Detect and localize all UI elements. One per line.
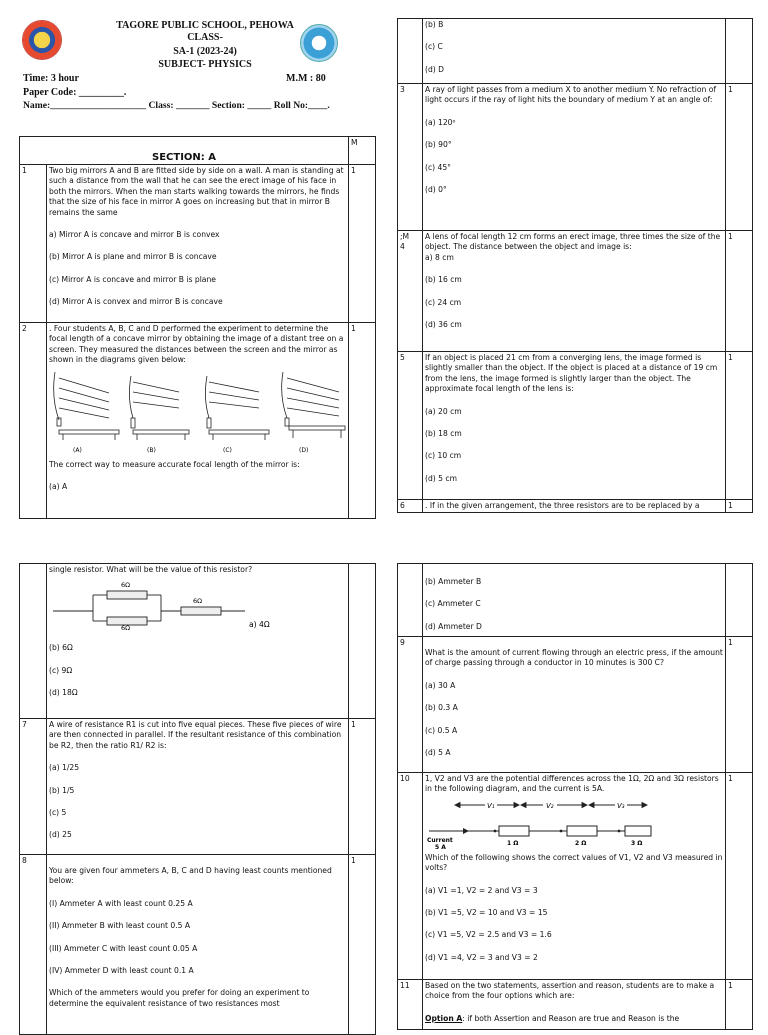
question-number: 5 xyxy=(398,352,423,500)
option: (b) B xyxy=(425,20,444,29)
option: (d) Ammeter D xyxy=(425,621,482,631)
question-text: Based on the two statements, assertion and reason, students are to make a choice from the four options which are: xyxy=(425,981,715,1001)
option: (b) V1 =5, V2 = 10 and V3 = 15 xyxy=(425,908,548,918)
current-value: 5 A xyxy=(435,843,446,851)
exam-title: SA-1 (2023-24) xyxy=(173,46,237,57)
current-label: Current xyxy=(427,836,453,844)
series-circuit-diagram xyxy=(425,797,655,853)
option: (c) 5 xyxy=(49,808,67,818)
question-text: 1, V2 and V3 are the potential differences across the 1Ω, 2Ω and 3Ω resistors in the following diagram, and the current is 5A. xyxy=(425,774,719,794)
class-line: CLASS- xyxy=(187,32,223,43)
question-marks: 1 xyxy=(726,637,753,773)
option: a) 4Ω xyxy=(249,620,270,630)
question-marks: 1 xyxy=(726,84,753,231)
option: (b) Ammeter B xyxy=(425,577,482,586)
section-title: SECTION: A xyxy=(152,151,217,163)
question-marks: 1 xyxy=(726,231,753,352)
option: (d) 25 xyxy=(49,830,72,840)
option: (b) 0.3 A xyxy=(425,703,458,713)
option: (d) V1 =4, V2 = 3 and V3 = 2 xyxy=(425,952,538,962)
question-number: 11 xyxy=(398,980,423,1030)
list-item: (I) Ammeter A with least count 0.25 A xyxy=(49,898,193,908)
school-logo xyxy=(22,20,62,60)
question-row xyxy=(398,500,753,513)
question-row xyxy=(398,980,753,1030)
page2-right-table xyxy=(397,563,753,1030)
question-row xyxy=(398,773,753,980)
option: (d) Mirror A is convex and mirror B is concave xyxy=(49,297,223,307)
question-text: A lens of focal length 12 cm forms an erect image, three times the size of the object. The distance between the object and image is: xyxy=(425,232,721,252)
student-info-line: Name:____________________ Class: _______ Section: _____ Roll No:____. xyxy=(23,100,330,111)
question-number: 7 xyxy=(20,719,47,855)
option: (c) Ammeter C xyxy=(425,599,481,609)
question-text: A ray of light passes from a medium X to another medium Y. No refraction of light occurs if the ray of light hits the boundary of medium Y at an angle of: xyxy=(425,85,717,105)
option-label: Option A xyxy=(425,1013,463,1023)
time-label: Time: 3 hour xyxy=(23,73,79,84)
question-text: If an object is placed 21 cm from a converging lens, the image formed is slightly smaller than the object. If the object is placed at a distance of 19 cm from the lens, the image formed is slightly larger than the object. The approximate focal length of the lens is: xyxy=(425,353,718,394)
question-row xyxy=(20,855,376,1035)
option: (d) 0° xyxy=(425,185,447,195)
question-number: ;M 4 xyxy=(398,231,423,352)
question-marks: 1 xyxy=(349,323,376,519)
option: (c) 45° xyxy=(425,162,451,172)
question-row xyxy=(398,84,753,231)
voltage-label: V₂ xyxy=(546,801,554,810)
question-marks: 1 xyxy=(726,352,753,500)
option: (c) V1 =5, V2 = 2.5 and V3 = 1.6 xyxy=(425,930,552,940)
option: (a) 1/25 xyxy=(49,763,80,773)
question-text: single resistor. What will be the value of this resistor? xyxy=(49,565,253,574)
question-number: 8 xyxy=(20,855,47,1035)
page1-left-table xyxy=(19,136,376,519)
option: (d) 5 cm xyxy=(425,473,457,483)
voltage-label: V₃ xyxy=(617,801,625,810)
resistor-label: 6Ω xyxy=(193,597,203,606)
question-row xyxy=(20,165,376,323)
option: (a) 30 A xyxy=(425,680,456,690)
option: (b) 1/5 xyxy=(49,785,75,795)
page2-left-table xyxy=(19,563,376,1035)
option: a) Mirror A is concave and mirror B is convex xyxy=(49,230,220,240)
resistor-label: 3 Ω xyxy=(631,839,643,847)
list-item: (IV) Ammeter D with least count 0.1 A xyxy=(49,966,194,976)
question-row xyxy=(398,637,753,773)
option: (c) 10 cm xyxy=(425,451,462,461)
marks-header: M xyxy=(349,137,376,165)
option: (b) 6Ω xyxy=(49,643,73,653)
max-marks: M.M : 80 xyxy=(286,73,326,84)
option: (d) 5 A xyxy=(425,748,451,758)
resistor-label: 2 Ω xyxy=(575,839,587,847)
question-number: 6 xyxy=(398,500,423,513)
option: (a) V1 =1, V2 = 2 and V3 = 3 xyxy=(425,885,538,895)
resistor-circuit-diagram xyxy=(49,575,289,631)
option: (a) A xyxy=(49,482,68,492)
question-prompt: The correct way to measure accurate focal length of the mirror is: xyxy=(49,459,300,469)
question-text: . Four students A, B, C and D performed the experiment to determine the focal length of a concave mirror by obtaining the image of a distant tree on a screen. They measured the distances between the screen and the mirror as shown in the diagrams given below: xyxy=(49,324,344,365)
option: (b) Mirror A is plane and mirror B is concave xyxy=(49,252,217,262)
option: (c) 9Ω xyxy=(49,665,73,675)
list-item: (III) Ammeter C with least count 0.05 A xyxy=(49,943,198,953)
option: (b) 18 cm xyxy=(425,429,462,439)
question-marks: 1 xyxy=(349,719,376,855)
option: (d) 36 cm xyxy=(425,320,462,330)
option: (d) D xyxy=(425,64,445,74)
school-name: TAGORE PUBLIC SCHOOL, PEHOWA xyxy=(116,20,294,31)
voltage-label: V₁ xyxy=(487,801,495,810)
option: (b) 90° xyxy=(425,140,452,150)
option: (c) Mirror A is concave and mirror B is plane xyxy=(49,274,216,284)
question-prompt: Which of the ammeters would you prefer for doing an experiment to determine the equivalent resistance of two resistances most xyxy=(49,988,310,1008)
page1-right-table xyxy=(397,18,753,513)
option-text: : if both Assertion and Reason are true and Reason is the xyxy=(462,1013,680,1023)
diagram-label-d: (D) xyxy=(299,446,309,454)
option: (b) 16 cm xyxy=(425,275,462,285)
option: a) 8 cm xyxy=(425,252,454,262)
subject-title: SUBJECT- PHYSICS xyxy=(158,59,252,70)
question-text: What is the amount of current flowing through an electric press, if the amount of charge passing through a conductor in 10 minutes is 300 C? xyxy=(425,648,723,668)
question-number: 10 xyxy=(398,773,423,980)
question-number: 2 xyxy=(20,323,47,519)
question-number: 9 xyxy=(398,637,423,773)
question-text: . If in the given arrangement, the three resistors are to be replaced by a xyxy=(423,500,726,513)
question-text: You are given four ammeters A, B, C and D having least counts mentioned below: xyxy=(49,866,332,886)
resistor-label: 1 Ω xyxy=(507,839,519,847)
resistor-label: 6Ω xyxy=(121,624,131,632)
question-number: 3 xyxy=(398,84,423,231)
question-row xyxy=(398,231,753,352)
diagram-label-a: (A) xyxy=(73,446,82,454)
question-row xyxy=(20,323,376,519)
question-row xyxy=(398,352,753,500)
option: (a) 120ᵒ xyxy=(425,117,456,127)
diagram-label-c: (C) xyxy=(223,446,232,454)
concave-mirror-diagrams xyxy=(49,368,349,454)
question-marks: 1 xyxy=(726,980,753,1030)
list-item: (II) Ammeter B with least count 0.5 A xyxy=(49,921,191,931)
question-marks: 1 xyxy=(349,855,376,1035)
option: (c) 0.5 A xyxy=(425,725,458,735)
question-marks: 1 xyxy=(726,500,753,513)
resistor-label: 6Ω xyxy=(121,581,131,590)
question-number: 1 xyxy=(20,165,47,323)
diagram-label-b: (B) xyxy=(147,446,156,454)
option: (c) 24 cm xyxy=(425,297,462,307)
question-prompt: Which of the following shows the correct values of V1, V2 and V3 measured in volts? xyxy=(425,852,723,873)
option: (d) 18Ω xyxy=(49,688,78,698)
option: (c) C xyxy=(425,42,443,52)
paper-code: Paper Code: _________. xyxy=(23,87,127,98)
question-row xyxy=(20,719,376,855)
question-text: A wire of resistance R1 is cut into five equal pieces. These five pieces of wire are then connected in parallel. If the resultant resistance of this combination be R2, then the ratio R1/ R2 is: xyxy=(49,720,342,750)
question-marks: 1 xyxy=(726,773,753,980)
question-marks: 1 xyxy=(349,165,376,323)
option: (a) 20 cm xyxy=(425,406,462,416)
question-text: Two big mirrors A and B are fitted side by side on a wall. A man is standing at such a distance from the wall that he can see the erect image of his face in both the mirrors. When the man starts walking towards the mirrors, he finds that the size of his face in mirror A goes on increasing but that in mirror B remains the same xyxy=(49,166,344,217)
